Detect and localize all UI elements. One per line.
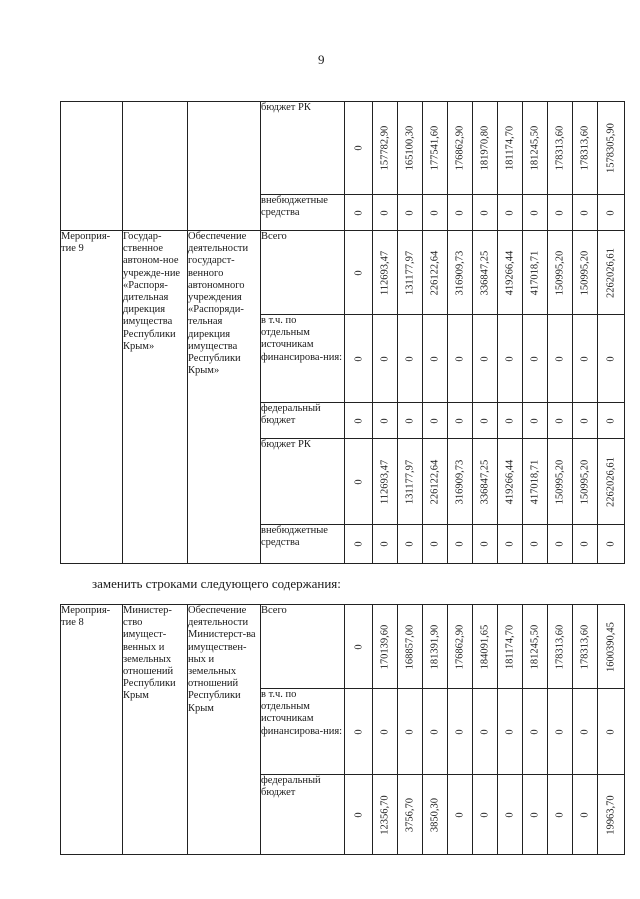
value-cell: 2262026,61	[605, 456, 617, 507]
value-cell: 181391,90	[429, 624, 441, 669]
value-cell: 419266,44	[504, 459, 516, 504]
value-cell: 0	[504, 541, 516, 547]
value-cell: 0	[429, 728, 441, 735]
value-cell: 0	[429, 417, 441, 424]
value-cell: 0	[379, 541, 391, 547]
value-cell: 165100,30	[404, 125, 416, 171]
source-label: федеральный бюджет	[261, 403, 345, 439]
value-cell: 178313,60	[579, 125, 591, 171]
value-cell: 0	[579, 209, 591, 216]
value-cell: 336847,25	[479, 459, 491, 504]
value-cell: 0	[554, 541, 566, 547]
value-cell: 178313,60	[579, 624, 591, 669]
value-cell: 0	[529, 541, 541, 547]
value-cell: 417018,71	[529, 250, 541, 295]
value-cell: 0	[479, 355, 491, 362]
value-cell: 0	[605, 417, 617, 424]
value-cell: 0	[504, 811, 516, 818]
value-cell: 0	[429, 541, 441, 547]
event-9-table	[60, 230, 625, 564]
value-cell: 0	[579, 417, 591, 424]
source-label: Всего	[261, 231, 345, 315]
source-label: бюджет РК	[261, 102, 345, 195]
value-cell: 1600390,45	[605, 621, 617, 672]
value-cell: 0	[353, 209, 364, 216]
value-cell: 336847,25	[479, 250, 491, 295]
value-cell: 112693,47	[379, 250, 391, 295]
source-label: федеральный бюджет	[261, 775, 345, 855]
value-cell: 0	[353, 811, 364, 818]
value-cell: 0	[479, 417, 491, 424]
value-cell: 0	[504, 209, 516, 216]
value-cell: 0	[529, 417, 541, 424]
value-cell: 0	[353, 417, 364, 424]
source-label: в т.ч. по отдельным источникам финансирова-ния:	[261, 689, 345, 775]
value-cell: 157782,90	[379, 125, 391, 171]
source-label: внебюджетные средства	[261, 195, 345, 231]
executor-name: Государ-ственное автоном-ное учрежде-ние «Распоря-дительная дирекция имущества Республики Крым»	[123, 231, 188, 564]
value-cell: 181970,80	[479, 125, 491, 171]
value-cell: 19963,70	[605, 794, 617, 835]
goal-text: Обеспечение деятельности государст-венного автономного учреждения «Распоряди-тельная дирекция имущества Республики Крым»	[188, 231, 261, 564]
value-cell: 0	[353, 478, 364, 485]
executor-name: Министер-ство имущест-венных и земельных отношений Республики Крым	[123, 605, 188, 855]
value-cell: 0	[454, 417, 466, 424]
value-cell: 176862,90	[454, 624, 466, 669]
value-cell: 0	[379, 355, 391, 362]
value-cell: 226122,64	[429, 250, 441, 295]
source-label: бюджет РК	[261, 439, 345, 525]
value-cell: 0	[605, 541, 617, 547]
value-cell: 0	[554, 209, 566, 216]
value-cell: 0	[404, 417, 416, 424]
value-cell: 0	[404, 728, 416, 735]
value-cell: 0	[454, 355, 466, 362]
value-cell: 0	[353, 355, 364, 362]
value-cell: 3850,30	[429, 797, 441, 832]
value-cell: 316909,73	[454, 250, 466, 295]
goal-text: Обеспечение деятельности Министерст-ва имуществен-ных и земельных отношений Республики Крым	[188, 605, 261, 855]
value-cell: 0	[579, 355, 591, 362]
value-cell: 0	[404, 541, 416, 547]
value-cell: 0	[504, 417, 516, 424]
value-cell: 181174,70	[504, 125, 516, 171]
value-cell: 0	[404, 355, 416, 362]
value-cell: 2262026,61	[605, 247, 617, 298]
value-cell: 0	[404, 209, 416, 216]
value-cell: 0	[454, 209, 466, 216]
value-cell: 0	[454, 728, 466, 735]
replacement-caption: заменить строками следующего содержания:	[92, 576, 341, 591]
value-cell: 0	[554, 811, 566, 818]
value-cell: 0	[479, 811, 491, 818]
event-name: Мероприя-тие 8	[61, 605, 123, 855]
page-number: 9	[318, 52, 325, 67]
value-cell: 131177,97	[404, 250, 416, 295]
value-cell: 0	[353, 541, 364, 547]
table-row	[61, 102, 625, 195]
value-cell: 150995,20	[579, 250, 591, 295]
value-cell: 12356,70	[379, 794, 391, 835]
value-cell: 417018,71	[529, 459, 541, 504]
value-cell: 0	[454, 541, 466, 547]
value-cell: 316909,73	[454, 459, 466, 504]
value-cell: 0	[554, 417, 566, 424]
value-cell: 181245,50	[529, 125, 541, 171]
table-row	[61, 605, 625, 689]
table-row	[61, 231, 625, 315]
source-label: Всего	[261, 605, 345, 689]
value-cell: 419266,44	[504, 250, 516, 295]
value-cell: 131177,97	[404, 459, 416, 504]
value-cell: 0	[529, 728, 541, 735]
value-cell: 0	[529, 355, 541, 362]
value-cell: 0	[454, 811, 466, 818]
value-cell: 0	[579, 728, 591, 735]
value-cell: 1578305,90	[605, 123, 617, 173]
value-cell: 181245,50	[529, 624, 541, 669]
value-cell: 177541,60	[429, 125, 441, 171]
value-cell: 0	[504, 355, 516, 362]
event-name: Мероприя-тие 9	[61, 231, 123, 564]
value-cell: 0	[554, 355, 566, 362]
value-cell: 184091,65	[479, 624, 491, 669]
value-cell: 0	[605, 355, 617, 362]
value-cell: 0	[605, 209, 617, 216]
value-cell: 0	[353, 643, 364, 650]
value-cell: 0	[479, 209, 491, 216]
value-cell: 3756,70	[404, 797, 416, 832]
value-cell: 0	[579, 811, 591, 818]
value-cell: 0	[379, 209, 391, 216]
value-cell: 0	[479, 728, 491, 735]
value-cell: 168857,00	[404, 624, 416, 669]
value-cell: 181174,70	[504, 624, 516, 669]
value-cell: 150995,20	[579, 459, 591, 504]
value-cell: 112693,47	[379, 459, 391, 504]
budget-table-continued	[60, 101, 625, 231]
value-cell: 0	[379, 728, 391, 735]
value-cell: 0	[479, 541, 491, 547]
value-cell: 0	[579, 541, 591, 547]
value-cell: 170139,60	[379, 624, 391, 669]
value-cell: 0	[529, 811, 541, 818]
value-cell: 0	[353, 269, 364, 276]
event-cell	[61, 102, 123, 231]
value-cell: 0	[605, 728, 617, 735]
goal-cell	[188, 102, 261, 231]
event-8-table	[60, 604, 625, 855]
value-cell: 150995,20	[554, 250, 566, 295]
value-cell: 178313,60	[554, 624, 566, 669]
value-cell: 0	[379, 417, 391, 424]
source-label: внебюджетные средства	[261, 525, 345, 564]
value-cell: 0	[554, 728, 566, 735]
source-label: в т.ч. по отдельным источникам финансирова-ния:	[261, 315, 345, 403]
executor-cell	[123, 102, 188, 231]
value-cell: 0	[504, 728, 516, 735]
value-cell: 0	[429, 355, 441, 362]
value-cell: 0	[429, 209, 441, 216]
value-cell: 0	[353, 145, 364, 151]
value-cell: 0	[353, 728, 364, 735]
value-cell: 178313,60	[554, 125, 566, 171]
value-cell: 226122,64	[429, 459, 441, 504]
value-cell: 0	[529, 209, 541, 216]
value-cell: 150995,20	[554, 459, 566, 504]
value-cell: 176862,90	[454, 125, 466, 171]
